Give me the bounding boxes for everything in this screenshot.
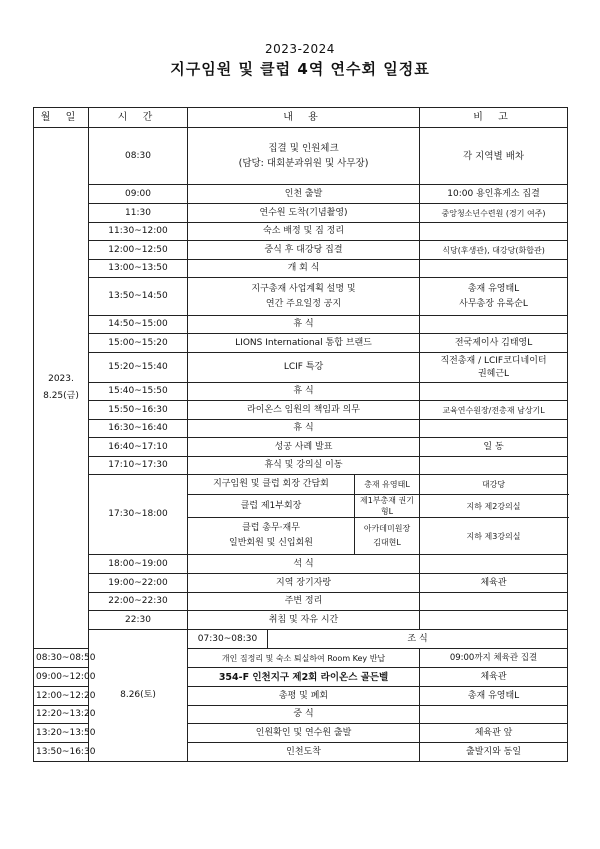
session-lead: 총재 유영태L	[355, 475, 420, 495]
time-cell: 16:30~16:40	[89, 420, 188, 438]
time-cell: 12:00~12:50	[89, 241, 188, 260]
content-cell: 라이온스 임원의 책임과 의무	[188, 401, 420, 420]
content-cell: 휴 식	[188, 420, 420, 438]
content-line: 집결 및 인원체크	[268, 143, 339, 154]
col-header-date: 월 일	[34, 108, 89, 128]
content-cell: 354-F 인천지구 제2회 라이온스 골든벨	[188, 668, 420, 687]
time-cell: 13:50~16:30	[34, 743, 89, 762]
note-line: 사무총장 유록순L	[459, 298, 528, 309]
table-row	[34, 316, 568, 334]
note-cell	[420, 383, 568, 401]
time-cell: 07:30~08:30	[188, 630, 268, 649]
session-title	[188, 518, 355, 555]
content-cell: 지역 장기자랑	[188, 574, 420, 593]
table-row	[34, 204, 568, 223]
content-cell: 중식 후 대강당 집결	[188, 241, 420, 260]
time-cell: 16:40~17:10	[89, 438, 188, 457]
content-cell: 취침 및 자유 시간	[188, 611, 420, 630]
note-cell: 전국제이사 김태영L	[420, 334, 568, 353]
note-cell	[420, 260, 568, 278]
time-cell: 22:00~22:30	[89, 593, 188, 611]
content-cell: 개인 짐정리 및 숙소 퇴실하여 Room Key 반납	[188, 649, 420, 668]
time-cell: 14:50~15:00	[89, 316, 188, 334]
table-row	[34, 611, 568, 630]
col-header-note: 비 고	[420, 108, 568, 128]
content-cell: 주변 정리	[188, 593, 420, 611]
content-cell: 인천 출발	[188, 185, 420, 204]
note-cell: 식당(후생관), 대강당(화합관)	[420, 241, 568, 260]
content-cell: 휴 식	[188, 383, 420, 401]
content-cell: 인원확인 및 연수원 출발	[188, 724, 420, 743]
schedule-table	[33, 107, 568, 762]
time-cell: 11:30~12:00	[89, 223, 188, 241]
note-line: 직전총재 / LCIF코디네이터	[440, 355, 547, 366]
note-cell	[420, 316, 568, 334]
content-line: 연간 주요일정 공지	[265, 298, 342, 309]
session-lead-line: 아카데미원장	[363, 524, 411, 533]
table-row	[34, 353, 568, 383]
table-row	[34, 128, 568, 185]
time-cell: 17:30~18:00	[89, 475, 188, 555]
time-cell: 19:00~22:00	[89, 574, 188, 593]
content-cell: 조 식	[268, 630, 568, 649]
table-row	[34, 630, 568, 649]
note-cell: 체육관 앞	[420, 724, 568, 743]
day1-date-year: 2023.	[48, 374, 74, 384]
time-cell: 15:00~15:20	[89, 334, 188, 353]
session-lead: 제1부총재 권기형L	[355, 495, 420, 518]
content-cell: LIONS International 통합 브랜드	[188, 334, 420, 353]
time-cell: 13:00~13:50	[89, 260, 188, 278]
table-row	[34, 223, 568, 241]
col-header-time: 시 간	[89, 108, 188, 128]
note-cell: 각 지역별 배차	[420, 128, 568, 185]
table-row	[34, 475, 568, 495]
content-cell: 숙소 배정 및 짐 정리	[188, 223, 420, 241]
table-row	[34, 241, 568, 260]
day1-date-day: 8.25(금)	[43, 391, 79, 401]
table-row	[34, 457, 568, 475]
content-cell: 휴 식	[188, 316, 420, 334]
time-cell: 15:40~15:50	[89, 383, 188, 401]
time-cell: 08:30~08:50	[34, 649, 89, 668]
content-cell	[188, 128, 420, 185]
table-row	[34, 574, 568, 593]
content-cell: 휴식 및 강의실 이동	[188, 457, 420, 475]
time-cell: 12:00~12:20	[34, 687, 89, 706]
note-cell	[420, 353, 568, 383]
time-cell: 09:00	[89, 185, 188, 204]
content-line: (담당: 대회분과위원 및 사무장)	[238, 158, 369, 169]
time-cell: 13:50~14:50	[89, 278, 188, 316]
day1-date-cell	[34, 128, 89, 649]
session-title: 지구임원 및 클럽 회장 간담회	[188, 475, 355, 495]
table-row	[34, 438, 568, 457]
note-cell: 10:00 용인휴게소 집결	[420, 185, 568, 204]
note-cell	[420, 706, 568, 724]
session-room: 지하 제3강의실	[420, 518, 568, 555]
session-title: 클럽 제1부회장	[188, 495, 355, 518]
note-cell	[420, 420, 568, 438]
note-cell	[420, 457, 568, 475]
note-cell: 교육연수원장/전총재 남상기L	[420, 401, 568, 420]
note-cell	[420, 555, 568, 574]
time-cell: 13:20~13:50	[34, 724, 89, 743]
note-cell	[420, 278, 568, 316]
time-cell: 18:00~19:00	[89, 555, 188, 574]
session-room: 대강당	[420, 475, 568, 495]
content-cell: 인천도착	[188, 743, 420, 762]
time-cell: 09:00~12:00	[34, 668, 89, 687]
time-cell: 17:10~17:30	[89, 457, 188, 475]
session-title-line: 일반회원 및 신입회원	[229, 538, 313, 548]
note-cell: 체육관	[420, 668, 568, 687]
note-cell	[420, 593, 568, 611]
table-row	[34, 334, 568, 353]
table-row	[34, 593, 568, 611]
table-row	[34, 383, 568, 401]
note-cell: 중앙청소년수련원 (경기 여주)	[420, 204, 568, 223]
content-cell: 개 회 식	[188, 260, 420, 278]
time-cell: 22:30	[89, 611, 188, 630]
session-room: 지하 제2강의실	[420, 495, 568, 518]
page-title: 지구임원 및 클럽 4역 연수회 일정표	[170, 60, 430, 78]
col-header-content: 내 용	[188, 108, 420, 128]
content-cell: 성공 사례 발표	[188, 438, 420, 457]
content-cell: LCIF 특강	[188, 353, 420, 383]
time-cell: 11:30	[89, 204, 188, 223]
table-row	[34, 401, 568, 420]
table-row	[34, 420, 568, 438]
time-cell: 12:20~13:20	[34, 706, 89, 724]
note-line: 총재 유영태L	[467, 283, 520, 294]
content-cell: 연수원 도착(기념촬영)	[188, 204, 420, 223]
note-cell: 09:00까지 체육관 집결	[420, 649, 568, 668]
time-cell: 15:50~16:30	[89, 401, 188, 420]
content-cell: 총평 및 폐회	[188, 687, 420, 706]
note-cell: 체육관	[420, 574, 568, 593]
note-line: 권혜근L	[477, 368, 510, 379]
note-cell: 일 동	[420, 438, 568, 457]
note-cell	[420, 223, 568, 241]
content-cell: 석 식	[188, 555, 420, 574]
content-line: 지구총재 사업계획 설명 및	[251, 283, 356, 294]
table-row	[34, 555, 568, 574]
note-cell	[420, 611, 568, 630]
session-lead	[355, 518, 420, 555]
table-row	[34, 278, 568, 316]
note-cell: 출발지와 동일	[420, 743, 568, 762]
table-row	[34, 260, 568, 278]
content-cell: 중 식	[188, 706, 420, 724]
time-cell: 15:20~15:40	[89, 353, 188, 383]
session-lead-line: 김대현L	[373, 538, 401, 547]
year-label: 2023-2024	[265, 42, 335, 56]
session-title-line: 클럽 총무·재무	[242, 523, 300, 533]
table-header-row	[34, 108, 568, 128]
table-row	[34, 185, 568, 204]
note-cell: 총재 유영태L	[420, 687, 568, 706]
time-cell: 08:30	[89, 128, 188, 185]
day2-date-cell: 8.26(토)	[89, 630, 188, 762]
content-cell	[188, 278, 420, 316]
